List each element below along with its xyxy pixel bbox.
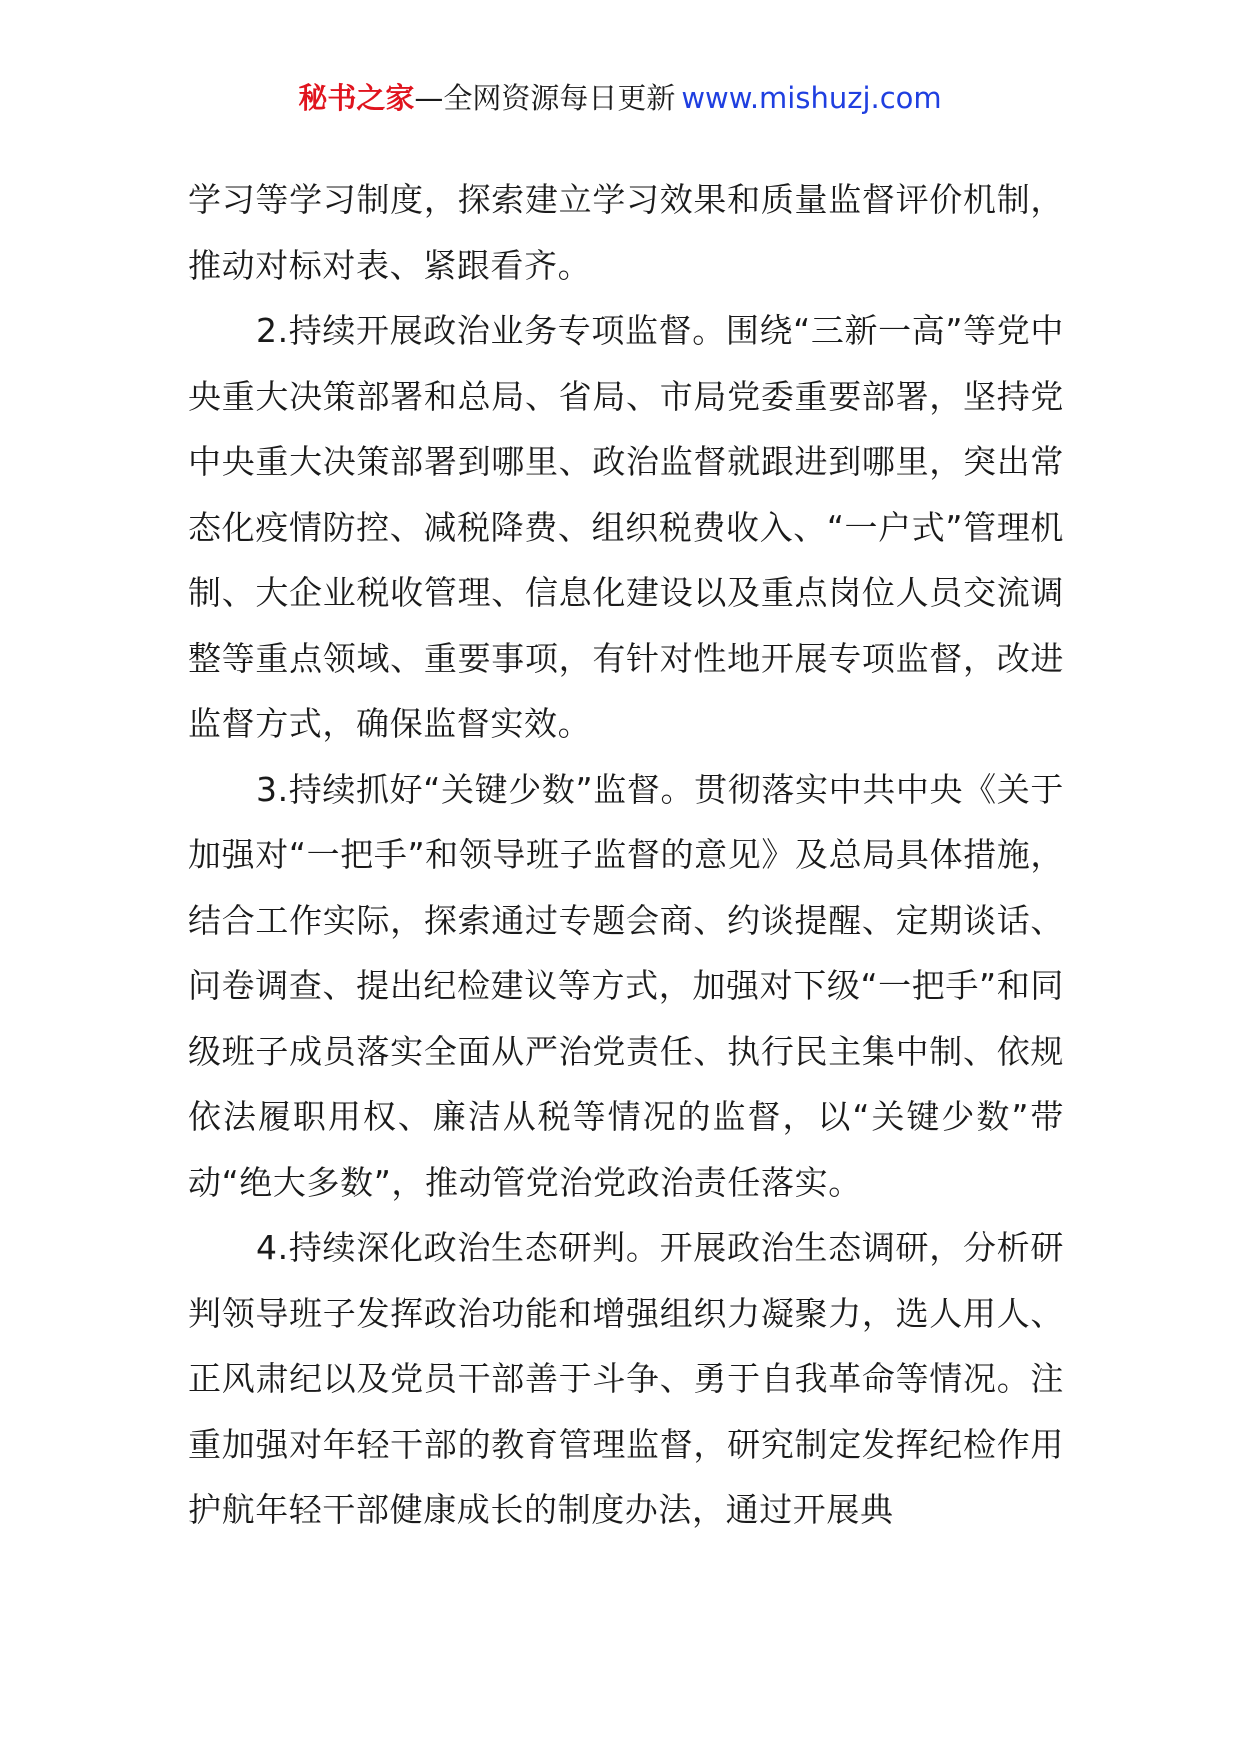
paragraph-item-3: 3.持续抓好“关键少数”监督。贯彻落实中共中央《关于加强对“一把手”和领导班子监督的意见》及总局具体措施，结合工作实际，探索通过专题会商、约谈提醒、定期谈话、问卷调查、提出纪检建议等方式，加强对下级“一把手”和同级班子成员落实全面从严治党责任、执行民主集中制、依规依法履职用权、廉洁从税等情况的监督，以“关键少数”带动“绝大多数”，推动管党治党政治责任落实。 — [188, 769, 1064, 1202]
paragraph-item-4: 4.持续深化政治生态研判。开展政治生态调研，分析研判领导班子发挥政治功能和增强组织力凝聚力，选人用人、正风肃纪以及党员干部善于斗争、勇于自我革命等情况。注重加强对年轻干部的教育管理监督，研究制定发挥纪检作用护航年轻干部健康成长的制度办法，通过开展典 — [188, 1228, 1064, 1529]
page-header — [0, 78, 1240, 118]
paragraph-continuation: 学习等学习制度，探索建立学习效果和质量监督评价机制，推动对标对表、紧跟看齐。 — [188, 180, 1064, 285]
document-body — [188, 167, 1064, 1543]
header-tagline: —全网资源每日更新 — [414, 81, 676, 115]
paragraph-item-2: 2.持续开展政治业务专项监督。围绕“三新一高”等党中央重大决策部署和总局、省局、市局党委重要部署，坚持党中央重大决策部署到哪里、政治监督就跟进到哪里，突出常态化疫情防控、减税降费、组织税费收入、“一户式”管理机制、大企业税收管理、信息化建设以及重点岗位人员交流调整等重点领域、重要事项，有针对性地开展专项监督，改进监督方式，确保监督实效。 — [188, 311, 1064, 743]
brand-name: 秘书之家 — [298, 81, 415, 115]
site-url-link[interactable]: www.mishuzj.com — [681, 81, 942, 115]
